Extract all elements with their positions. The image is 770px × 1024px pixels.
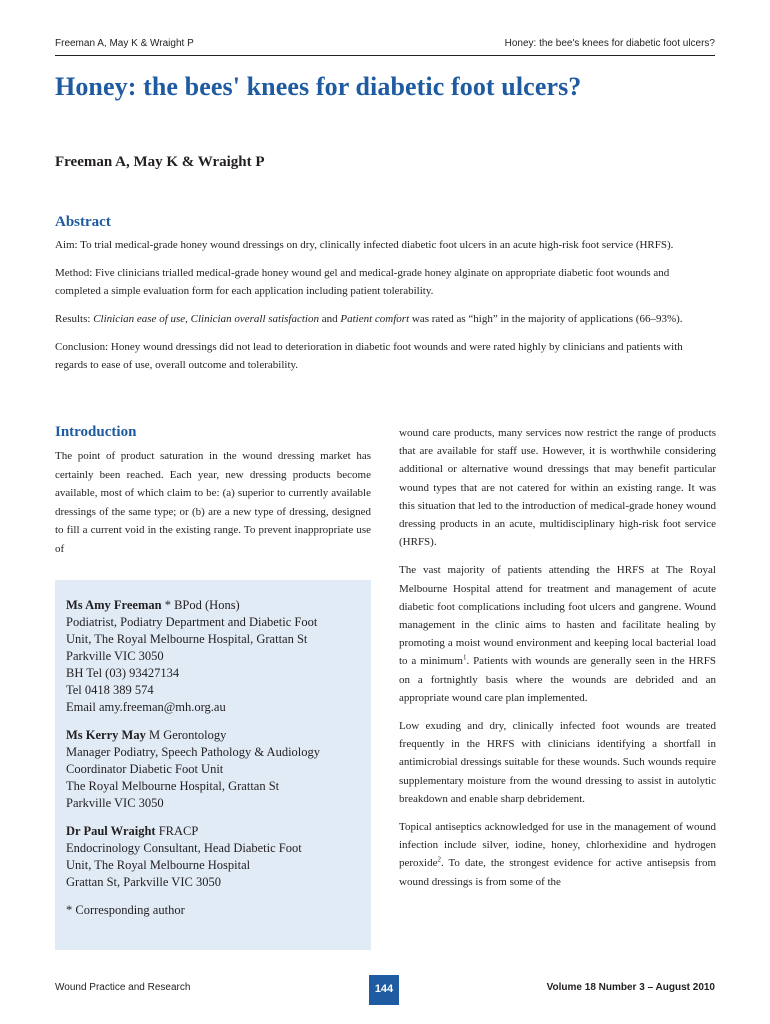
affiliation-freeman xyxy=(66,597,361,716)
body-text: . To date, the strongest evidence for active antisepsis from wound dressings is from some of the xyxy=(399,857,716,888)
results-and: and xyxy=(319,313,341,325)
author-qualification: * BPod (Hons) xyxy=(161,598,240,612)
affiliation-line: Coordinator Diabetic Foot Unit xyxy=(66,762,224,776)
header-divider xyxy=(55,55,715,56)
affiliation-line: Tel 0418 389 574 xyxy=(66,683,154,697)
page-number-underline xyxy=(369,1003,399,1005)
body-text: Topical antiseptics acknowledged for use in the management of wound infection include silver, iodine, honey, chlorhexidine and hydrogen peroxide xyxy=(399,821,716,870)
running-head-authors: Freeman A, May K & Wraight P xyxy=(55,38,194,49)
author-name: Dr Paul Wraight xyxy=(66,824,156,838)
journal-name: Wound Practice and Research xyxy=(55,982,191,993)
author-affiliations-box xyxy=(55,580,371,950)
affiliation-line: Parkville VIC 3050 xyxy=(66,649,164,663)
affiliation-line: Podiatrist, Podiatry Department and Diabetic Foot xyxy=(66,615,318,629)
affiliation-heading xyxy=(66,597,361,614)
affiliation-line: Unit, The Royal Melbourne Hospital xyxy=(66,858,251,872)
body-paragraph: wound care products, many services now restrict the range of products that are available for staff use. However, it is worthwhile considering additional or alternative wound dressings that may benefit particular wound types that are not catered for within an existing range. It was this situation that led to the introduction of medical-grade honey wound dressing products in an acute, multidisciplinary high-risk foot service (HRFS). xyxy=(399,427,716,549)
results-comfort: Patient comfort xyxy=(340,313,410,325)
introduction-paragraph: The point of product saturation in the wound dressing market has certainly been reached. Each year, new dressing products become available, most of which claim to be: (a) superior to currently available dressings of the same type; or (b) are a new type of dressing, designed to fill a current void in the existing range. To prevent inappropriate use of xyxy=(55,450,371,555)
affiliation-line: BH Tel (03) 93427134 xyxy=(66,666,180,680)
abstract-results xyxy=(55,310,717,328)
author-qualification: M Gerontology xyxy=(145,728,227,742)
affiliation-heading xyxy=(66,727,361,744)
volume-issue: Volume 18 Number 3 – August 2010 xyxy=(546,982,715,993)
results-prefix: Results: xyxy=(55,313,94,325)
affiliation-line: Endocrinology Consultant, Head Diabetic Foot xyxy=(66,841,302,855)
affiliation-line: Grattan St, Parkville VIC 3050 xyxy=(66,875,221,889)
affiliation-heading xyxy=(66,823,361,840)
citation-ref: 1 xyxy=(462,653,467,662)
body-paragraph: Low exuding and dry, clinically infected foot wounds are treated frequently in the HRFS with clinicians identifying a shortfall in antimicrobial dressings suitable for these wounds. Such wounds require supplementary moisture from the wound dressing to assist in autolytic breakdown and enable sharp debridement. xyxy=(399,720,716,805)
author-qualification: FRACP xyxy=(155,824,199,838)
body-paragraph xyxy=(399,818,716,891)
citation-ref: 2 xyxy=(437,855,441,864)
affiliation-line: Manager Podiatry, Speech Pathology & Audiology xyxy=(66,745,321,759)
abstract-heading: Abstract xyxy=(55,214,111,230)
affiliation-wraight xyxy=(66,823,361,891)
results-suffix: was rated as “high” in the majority of applications (66–93%). xyxy=(409,313,683,325)
body-text: The vast majority of patients attending the HRFS at The Royal Melbourne Hospital attend for treatment and management of acute diabetic foot complications including foot ulcers and gangrene. Wound management in the clinic aims to hasten and facilitate healing by promoting a moist wound environment and keeping local bacterial load to a minimum xyxy=(399,564,716,668)
abstract-method: Method: Five clinicians trialled medical-grade honey wound gel and medical-grade honey alginate on appropriate diabetic foot wounds and completed a simple evaluation form for each application including patient tolerability. xyxy=(55,267,670,297)
author-name: Ms Amy Freeman xyxy=(66,598,162,612)
body-paragraph xyxy=(399,561,716,707)
introduction-heading: Introduction xyxy=(55,424,137,440)
corresponding-author-note: * Corresponding author xyxy=(66,903,185,917)
affiliation-email: Email amy.freeman@mh.org.au xyxy=(66,700,226,714)
results-measures: Clinician ease of use, Clinician overall satisfaction xyxy=(93,313,319,325)
abstract-section xyxy=(55,236,717,384)
article-authors: Freeman A, May K & Wraight P xyxy=(55,154,265,170)
abstract-aim: Aim: To trial medical-grade honey wound dressings on dry, clinically infected diabetic foot ulcers in an acute high-risk foot service (HRFS). xyxy=(55,239,674,251)
affiliation-line: Parkville VIC 3050 xyxy=(66,796,164,810)
right-column xyxy=(399,424,716,901)
body-text: . Patients with wounds are generally seen in the HRFS on a fortnightly basis where the wounds are debrided and an appropriate wound care plan implemented. xyxy=(399,655,716,704)
running-head-title: Honey: the bee's knees for diabetic foot ulcers? xyxy=(504,38,715,49)
affiliation-line: The Royal Melbourne Hospital, Grattan St xyxy=(66,779,280,793)
author-name: Ms Kerry May xyxy=(66,728,146,742)
page-number: 144 xyxy=(369,975,399,1003)
article-title: Honey: the bees' knees for diabetic foot ulcers? xyxy=(55,72,582,101)
abstract-conclusion: Conclusion: Honey wound dressings did not lead to deterioration in diabetic foot wounds and were rated highly by clinicians and patients with regards to ease of use, overall outcome and tolerability. xyxy=(55,341,683,371)
left-column xyxy=(55,424,371,559)
affiliation-may xyxy=(66,727,361,812)
affiliation-line: Unit, The Royal Melbourne Hospital, Grattan St xyxy=(66,632,308,646)
